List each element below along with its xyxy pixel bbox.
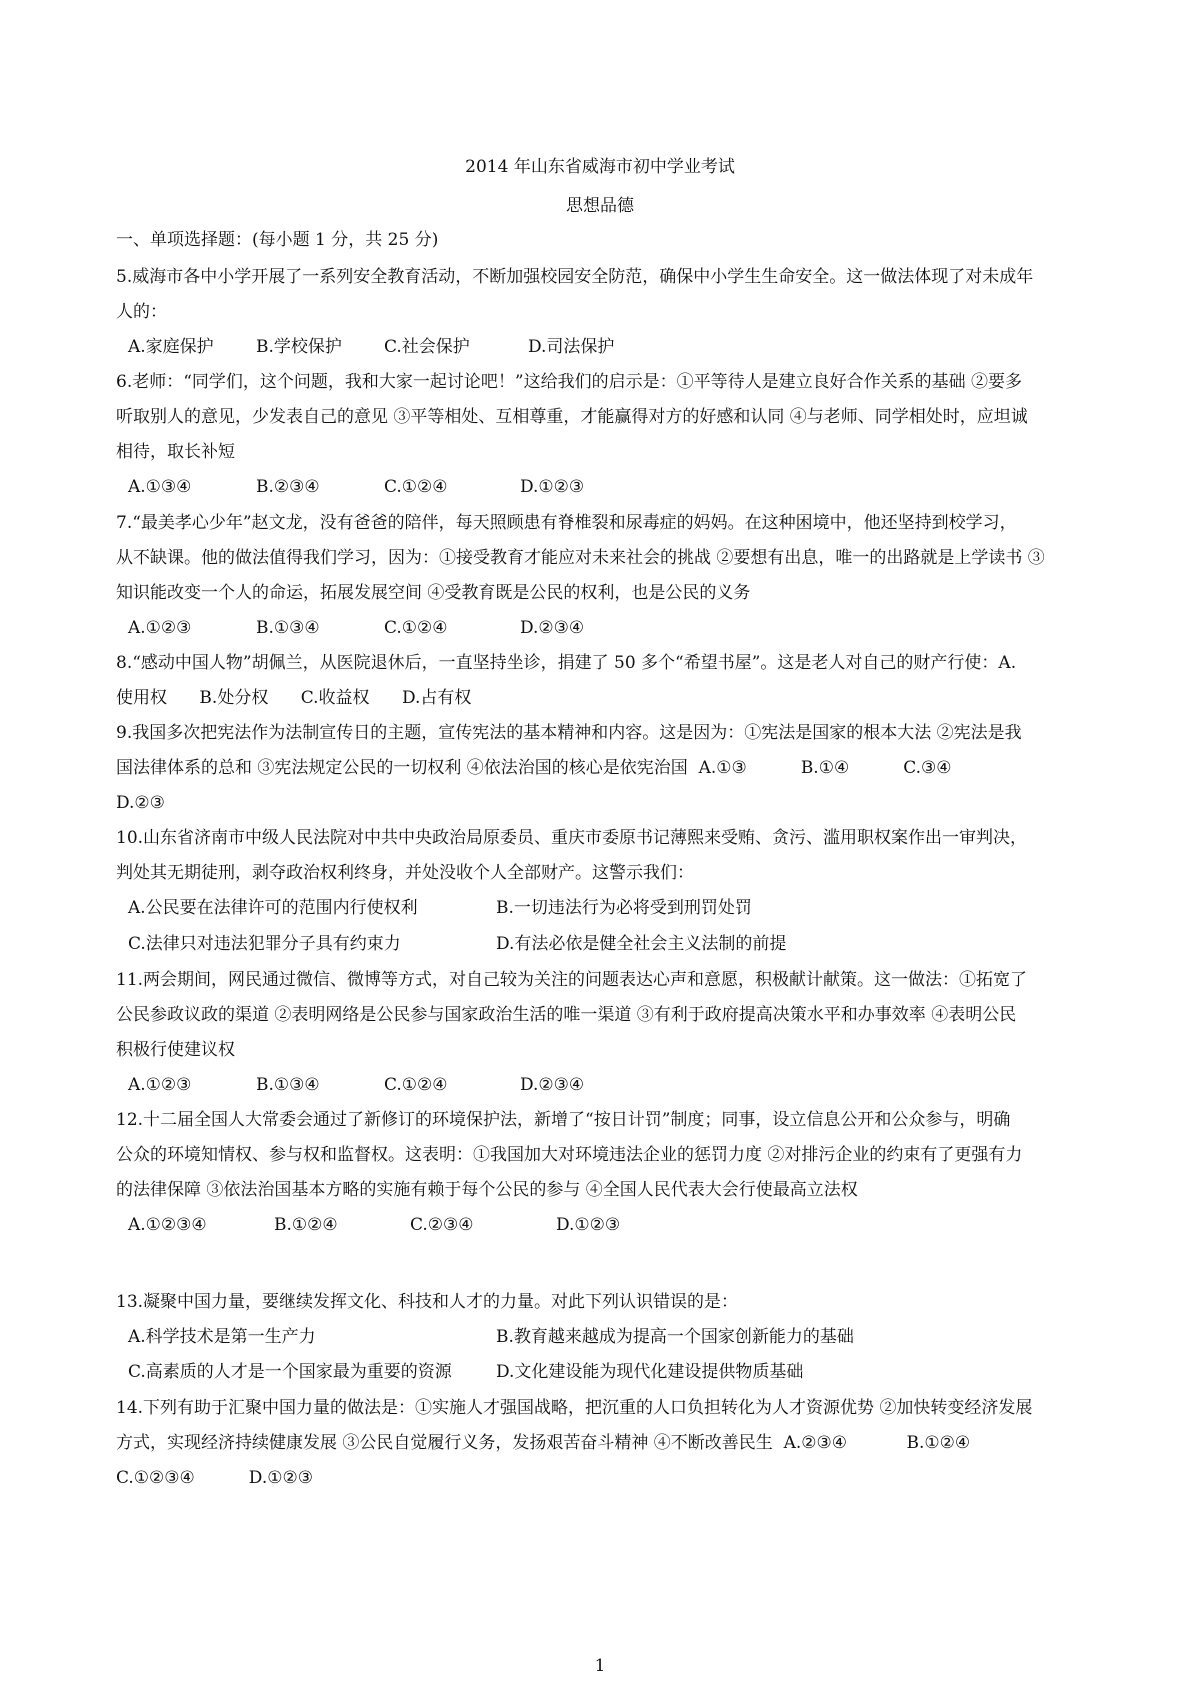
question-text-line: 人的：: [116, 302, 167, 322]
question-text-line: 6.老师：“同学们，这个问题，我和大家一起讨论吧！”这给我们的启示是：①平等待人是建立良好合作关系的基础 ②要多: [116, 372, 1023, 392]
answer-options: [128, 1360, 803, 1384]
question-text-line: 判处其无期徒刑，剥夺政治权利终身，并处没收个人全部财产。这警示我们：: [116, 863, 694, 883]
option-d: D.司法保护: [528, 337, 615, 357]
question-text-line: 方式，实现经济持续健康发展 ③公民自觉履行义务，发扬艰苦奋斗精神 ④不断改善民生 A.②③④ B.①②④: [116, 1433, 971, 1453]
question-text-line: 7.“最美孝心少年”赵文龙，没有爸爸的陪伴，每天照顾患有脊椎裂和尿毒症的妈妈。在这种困境中，他还坚持到校学习，: [116, 513, 1017, 533]
option-a: A.家庭保护: [128, 337, 214, 357]
answer-options: [128, 896, 752, 920]
question-text-line: 公众的环境知情权、参与权和监督权。这表明：①我国加大对环境违法企业的惩罚力度 ②对排污企业的约束有了更强有力: [116, 1145, 1023, 1165]
option-d: D.有法必依是健全社会主义法制的前提: [496, 934, 787, 954]
question-text-line: 相待，取长补短: [116, 442, 235, 462]
question-text-line: 公民参政议政的渠道 ②表明网络是公民参与国家政治生活的唯一渠道 ③有利于政府提高决策水平和办事效率 ④表明公民: [116, 1005, 1017, 1025]
option-b: B.①②④: [274, 1215, 338, 1235]
question-text-line: 国法律体系的总和 ③宪法规定公民的一切权利 ④依法治国的核心是依宪治国 A.①③ B.①④ C.③④: [116, 758, 952, 778]
option-d: D.②③④: [520, 1075, 585, 1095]
option-a: A.①②③④: [128, 1215, 207, 1235]
option-c: C.①②④: [384, 477, 448, 497]
question-text-line: C.①②③④ D.①②③: [116, 1468, 313, 1488]
question-text-line: 11.两会期间，网民通过微信、微博等方式，对自己较为关注的问题表达心声和意愿，积极献计献策。这一做法：①拓宽了: [116, 970, 1028, 990]
question-text-line: 的法律保障 ③依法治国基本方略的实施有赖于每个公民的参与 ④全国人民代表大会行使最高立法权: [116, 1180, 858, 1200]
question-text-line: 8.“感动中国人物”胡佩兰，从医院退休后，一直坚持坐诊，捐建了 50 多个“希望书屋”。这是老人对自己的财产行使：A.: [116, 653, 1017, 673]
answer-options: [128, 335, 614, 359]
option-c: C.法律只对违法犯罪分子具有约束力: [128, 934, 401, 954]
option-b: B.学校保护: [256, 337, 342, 357]
question-text-line: 14.下列有助于汇聚中国力量的做法是：①实施人才强国战略，把沉重的人口负担转化为人才资源优势 ②加快转变经济发展: [116, 1398, 1033, 1418]
option-c: C.高素质的人才是一个国家最为重要的资源: [128, 1362, 452, 1382]
question-text-line: 12.十二届全国人大常委会通过了新修订的环境保护法，新增了“按日计罚”制度；同事，设立信息公开和公众参与，明确: [116, 1110, 1011, 1130]
answer-options: [128, 1213, 620, 1237]
option-a: A.公民要在法律许可的范围内行使权利: [128, 898, 418, 918]
option-b: B.②③④: [256, 477, 320, 497]
option-b: B.教育越来越成为提高一个国家创新能力的基础: [496, 1327, 854, 1347]
option-c: C.社会保护: [384, 337, 470, 357]
answer-options: [128, 1073, 584, 1097]
option-c: C.①②④: [384, 1075, 448, 1095]
option-c: C.①②④: [384, 618, 448, 638]
option-a: A.①②③: [128, 1075, 192, 1095]
option-c: C.②③④: [410, 1215, 474, 1235]
answer-options: [128, 932, 786, 956]
option-a: A.①③④: [128, 477, 192, 497]
section-heading: 一、单项选择题：(每小题 1 分，共 25 分): [116, 230, 439, 250]
option-a: A.科学技术是第一生产力: [128, 1327, 316, 1347]
exam-title: 2014 年山东省威海市初中学业考试: [465, 157, 735, 177]
answer-options: [128, 616, 584, 640]
question-text-line: 10.山东省济南市中级人民法院对中共中央政治局原委员、重庆市委原书记薄熙来受贿、贪污、滥用职权案作出一审判决，: [116, 828, 1028, 848]
answer-options: [128, 1325, 854, 1349]
option-d: D.①②③: [520, 477, 585, 497]
question-text-line: 听取别人的意见，少发表自己的意见 ③平等相处、互相尊重，才能赢得对方的好感和认同 ④与老师、同学相处时，应坦诚: [116, 407, 1028, 427]
option-b: B.①③④: [256, 618, 320, 638]
option-d: D.文化建设能为现代化建设提供物质基础: [496, 1362, 804, 1382]
option-d: D.①②③: [556, 1215, 621, 1235]
question-text-line: 9.我国多次把宪法作为法制宣传日的主题，宣传宪法的基本精神和内容。这是因为：①宪法是国家的根本大法 ②宪法是我: [116, 723, 1022, 743]
question-text-line: 从不缺课。他的做法值得我们学习，因为：①接受教育才能应对未来社会的挑战 ②要想有出息，唯一的出路就是上学读书 ③: [116, 548, 1045, 568]
option-a: A.①②③: [128, 618, 192, 638]
question-text-line: D.②③: [116, 793, 165, 813]
page-number: 1: [594, 1656, 606, 1676]
question-text-line: 使用权 B.处分权 C.收益权 D.占有权: [116, 688, 472, 708]
subject-title: 思想品德: [566, 196, 634, 216]
question-text-line: 13.凝聚中国力量，要继续发挥文化、科技和人才的力量。对此下列认识错误的是：: [116, 1292, 739, 1312]
question-text-line: 知识能改变一个人的命运，拓展发展空间 ④受教育既是公民的权利，也是公民的义务: [116, 583, 751, 603]
question-text-line: 5.威海市各中小学开展了一系列安全教育活动，不断加强校园安全防范，确保中小学生生命安全。这一做法体现了对未成年: [116, 267, 1034, 287]
option-b: B.①③④: [256, 1075, 320, 1095]
question-text-line: 积极行使建议权: [116, 1040, 235, 1060]
option-b: B.一切违法行为必将受到刑罚处罚: [496, 898, 752, 918]
option-d: D.②③④: [520, 618, 585, 638]
answer-options: [128, 475, 584, 499]
